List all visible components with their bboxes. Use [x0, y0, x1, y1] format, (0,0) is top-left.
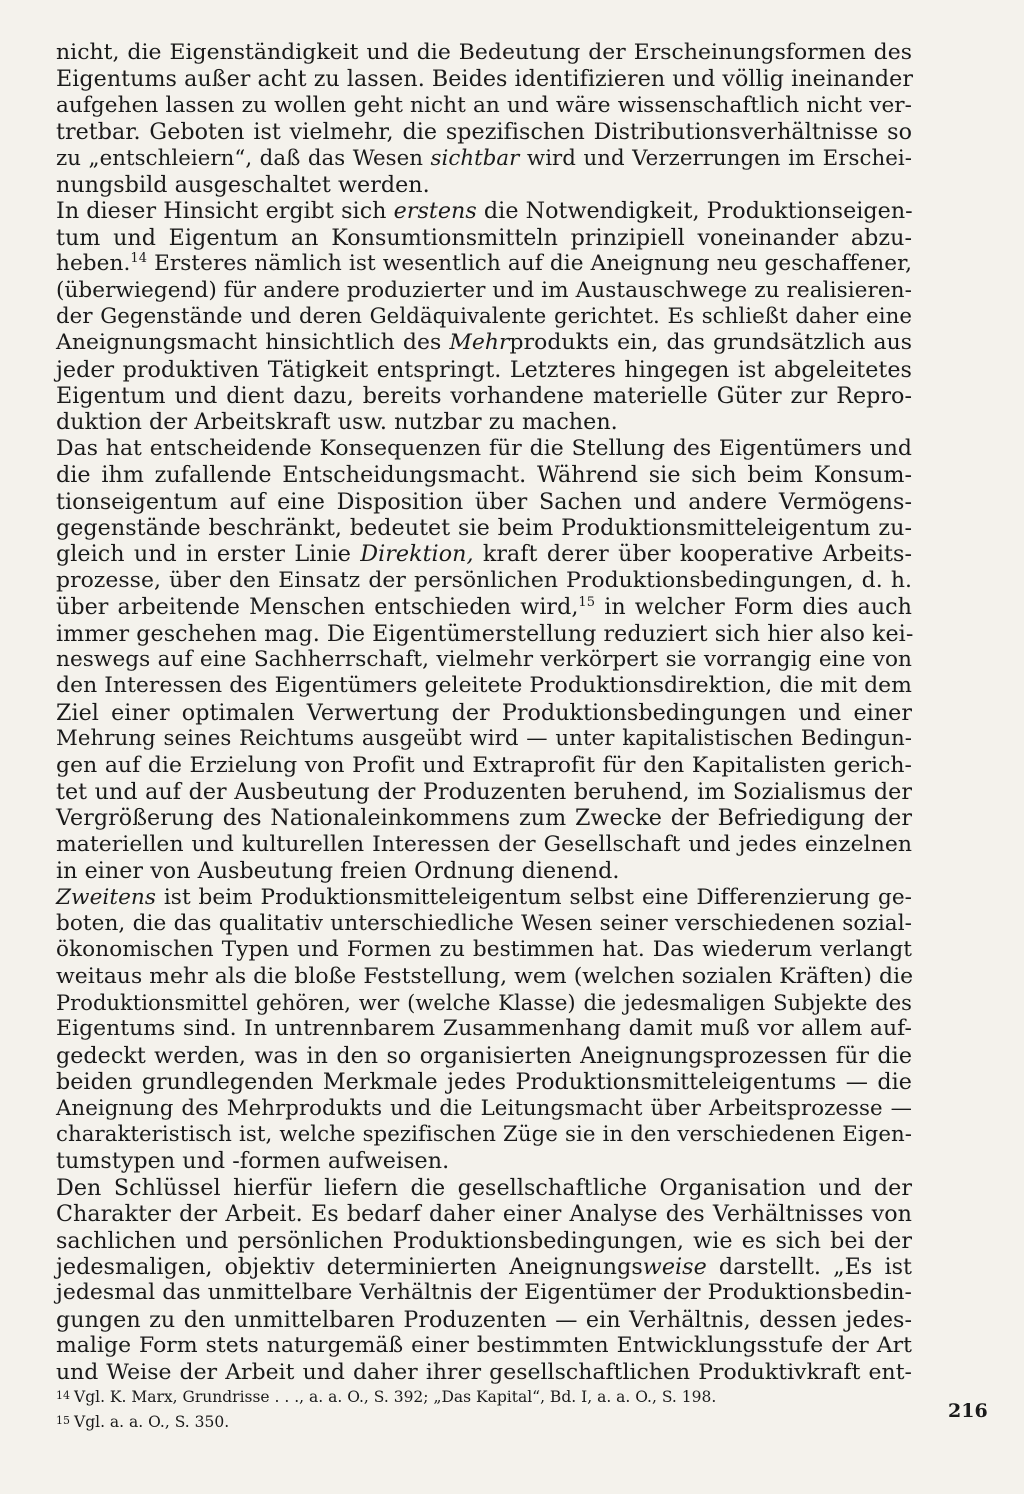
text-line: [56, 1096, 912, 1122]
text-segment: Das hat entscheidende Konsequenzen für die Stellung des Eigentümers und: [56, 435, 912, 461]
text-segment: gen auf die Erzielung von Profit und Extraprofit für den Kapitalisten gerich-: [56, 752, 912, 778]
text-segment: wird und Verzerrungen im Erschei-: [519, 145, 912, 171]
text-line: [56, 673, 912, 699]
text-line: [56, 436, 912, 462]
text-line: [56, 1307, 912, 1333]
text-line: [56, 1016, 912, 1042]
emphasis-text: Zweitens: [56, 884, 157, 910]
text-line: [56, 1201, 912, 1227]
text-line: [56, 1254, 912, 1280]
text-segment: ist beim Produktionsmitteleigentum selbst eine Differenzierung ge-: [156, 884, 912, 910]
text-segment: produkts ein, das grundsätzlich aus: [509, 330, 912, 356]
emphasis-text: erstens: [393, 198, 477, 225]
text-segment: über arbeitende Menschen entschieden wird,: [56, 594, 579, 621]
text-line: [56, 885, 912, 911]
text-segment: jedesmal das unmittelbare Verhältnis der Eigentümer der Produktionsbedin-: [56, 1280, 912, 1306]
text-segment: nungsbild ausgeschaltet werden.: [56, 171, 430, 198]
text-line: [56, 832, 912, 858]
text-segment: aufgehen lassen zu wollen geht nicht an und wäre wissenschaftlich nicht ver-: [56, 92, 912, 118]
text-segment: beiden grundlegenden Merkmale jedes Produktionsmitteleigentums — die: [56, 1069, 912, 1096]
text-segment: die ihm zufallende Entscheidungsmacht. Während sie sich beim Konsum-: [56, 462, 912, 489]
text-segment: Aneignungsmacht hinsichtlich des: [56, 330, 450, 356]
footnote: [56, 1409, 896, 1434]
text-segment: immer geschehen mag. Die Eigentümerstellung reduziert sich hier also kei-: [56, 620, 914, 647]
text-segment: boten, die das qualitativ unterschiedliche Wesen seiner verschiedenen sozial-: [56, 910, 912, 936]
text-segment: heben.: [56, 251, 131, 277]
text-line: [56, 198, 912, 224]
text-segment: Vergrößerung des Nationaleinkommens zum Zwecke der Befriedigung der: [56, 805, 912, 832]
text-line: [56, 1175, 912, 1201]
text-line: [56, 753, 912, 779]
text-line: [56, 964, 912, 990]
text-segment: duktion der Arbeitskraft usw. nutzbar zu machen.: [56, 409, 618, 436]
text-line: [56, 278, 912, 304]
text-segment: jeder produktiven Tätigkeit entspringt. Letzteres hingegen ist abgeleitetes: [56, 356, 912, 383]
text-segment: tretbar. Geboten ist vielmehr, die spezifischen Distributionsverhältnisse so: [56, 119, 912, 146]
text-line: [56, 621, 912, 647]
text-line: [56, 489, 912, 515]
text-segment: In dieser Hinsicht ergibt sich: [56, 198, 394, 225]
text-line: [56, 805, 912, 831]
emphasis-text: weise: [642, 1253, 707, 1280]
text-line: [56, 937, 912, 963]
text-segment: gungen zu den unmittelbaren Produzenten — ein Verhältnis, dessen jedes-: [56, 1306, 912, 1333]
text-line: [56, 568, 912, 594]
text-line: [56, 1122, 912, 1148]
text-segment: sachlichen und persönlichen Produktionsbedingungen, wie es sich bei der: [56, 1227, 912, 1254]
text-segment: jedesmaligen, objektiv determinierten Aneignungs: [56, 1253, 643, 1280]
text-segment: Mehrung seines Reichtums ausgeübt wird — unter kapitalistischen Bedingun-: [56, 726, 912, 752]
text-line: [56, 1043, 912, 1069]
text-segment: Ziel einer optimalen Verwertung der Produktionsbedingungen und einer: [56, 699, 912, 726]
text-segment: die Notwendigkeit, Produktionseigen-: [476, 198, 913, 225]
footnote-number: 14: [56, 1389, 70, 1402]
text-segment: Eigentums außer acht zu lassen. Beides identifizieren und völlig ineinander: [56, 66, 914, 93]
text-line: [56, 251, 912, 277]
text-line: [56, 990, 912, 1016]
text-segment: zu „entschleiern“, daß das Wesen: [56, 145, 431, 171]
text-segment: gedeckt werden, was in den so organisierten Aneignungsprozessen für die: [56, 1042, 912, 1069]
page-number: 216: [948, 1400, 988, 1422]
text-line: [56, 330, 912, 356]
text-segment: materiellen und kulturellen Interessen der Gesellschaft und jedes einzelnen: [56, 831, 912, 857]
text-line: [56, 93, 912, 119]
footnotes: [56, 1384, 896, 1434]
text-line: [56, 119, 912, 145]
text-line: [56, 1228, 912, 1254]
emphasis-text: Mehr: [449, 330, 510, 356]
text-line: [56, 225, 912, 251]
text-segment: nicht, die Eigenständigkeit und die Bedeutung der Erscheinungsformen des: [56, 40, 912, 65]
text-line: [56, 594, 912, 620]
text-line: [56, 304, 912, 330]
text-segment: Eigentum und dient dazu, bereits vorhandene materielle Güter zur Repro-: [56, 383, 912, 410]
text-line: [56, 541, 912, 567]
footnote-reference[interactable]: 14: [130, 251, 148, 267]
text-segment: und Weise der Arbeit und daher ihrer gesellschaftlichen Produktivkraft ent-: [56, 1359, 912, 1385]
text-segment: malige Form stets naturgemäß einer bestimmten Entwicklungsstufe der Art: [56, 1333, 912, 1359]
text-segment: Aneignung des Mehrprodukts und die Leitungsmacht über Arbeitsprozesse —: [56, 1095, 912, 1121]
text-segment: tumstypen und -formen aufweisen.: [56, 1148, 450, 1175]
text-line: [56, 146, 912, 172]
text-segment: charakteristisch ist, welche spezifischen Züge sie in den verschiedenen Eigen-: [56, 1122, 912, 1148]
footnote: [56, 1384, 896, 1409]
text-segment: Produktionsmittel gehören, wer (welche Klasse) die jedesmaligen Subjekte des: [56, 991, 912, 1016]
text-segment: darstellt. „Es ist: [706, 1253, 912, 1280]
text-segment: in welcher Form dies auch: [595, 594, 912, 621]
text-segment: kraft derer über kooperative Arbeits-: [473, 541, 912, 568]
text-line: [56, 357, 912, 383]
footnote-reference[interactable]: 15: [578, 595, 596, 611]
text-line: [56, 700, 912, 726]
text-segment: gegenstände beschränkt, bedeutet sie beim Produktionsmitteleigentum zu-: [56, 515, 912, 542]
text-segment: neswegs auf eine Sachherrschaft, vielmehr verkörpert sie vorrangig eine von: [56, 646, 912, 672]
footnote-number: 15: [56, 1414, 70, 1427]
text-line: [56, 1333, 912, 1359]
text-segment: (überwiegend) für andere produzierter und im Austauschwege zu realisieren-: [56, 277, 912, 303]
text-segment: tet und auf der Ausbeutung der Produzenten beruhend, im Sozialismus der: [56, 778, 912, 805]
text-segment: prozesse, über den Einsatz der persönlichen Produktionsbedingungen, d. h.: [56, 567, 912, 593]
text-segment: den Interessen des Eigentümers geleitete Produktionsdirektion, die mit dem: [56, 673, 912, 699]
text-line: [56, 647, 912, 673]
emphasis-text: Direktion,: [360, 541, 474, 568]
footnote-text: Vgl. K. Marx, Grundrisse . . ., a. a. O., S. 392; „Das Kapital“, Bd. I, a. a. O., S. 198.: [74, 1388, 717, 1406]
text-segment: der Gegenstände und deren Geldäquivalente gerichtet. Es schließt daher eine: [56, 303, 912, 329]
text-segment: weitaus mehr als die bloße Feststellung, wem (welchen sozialen Kräften) die: [56, 963, 914, 989]
text-segment: ökonomischen Typen und Formen zu bestimmen hat. Das wiederum verlangt: [56, 937, 912, 963]
text-line: [56, 1069, 912, 1095]
text-line: [56, 172, 912, 198]
text-line: [56, 383, 912, 409]
text-segment: Den Schlüssel hierfür liefern die gesellschaftliche Organisation und der: [56, 1174, 912, 1201]
text-segment: Eigentums sind. In untrennbarem Zusammenhang damit muß vor allem auf-: [56, 1016, 912, 1042]
text-line: [56, 779, 912, 805]
text-line: [56, 66, 912, 92]
text-line: [56, 40, 912, 66]
text-line: [56, 1360, 912, 1386]
text-line: [56, 1148, 912, 1174]
text-line: [56, 409, 912, 435]
text-line: [56, 911, 912, 937]
text-segment: in einer von Ausbeutung freien Ordnung dienend.: [56, 858, 620, 885]
text-line: [56, 1280, 912, 1306]
text-line: [56, 858, 912, 884]
text-segment: Charakter der Arbeit. Es bedarf daher einer Analyse des Verhältnisses von: [56, 1201, 912, 1228]
text-line: [56, 462, 912, 488]
body-text: [56, 40, 912, 1386]
text-segment: tum und Eigentum an Konsumtionsmitteln prinzipiell voneinander abzu-: [56, 224, 912, 251]
text-segment: tionseigentum auf eine Disposition über Sachen und andere Vermögens-: [56, 488, 912, 515]
text-line: [56, 515, 912, 541]
emphasis-text: sichtbar: [430, 145, 520, 171]
text-segment: Ersteres nämlich ist wesentlich auf die Aneignung neu geschaffener,: [147, 251, 912, 277]
text-line: [56, 726, 912, 752]
text-segment: gleich und in erster Linie: [56, 541, 361, 568]
footnote-text: Vgl. a. a. O., S. 350.: [74, 1413, 230, 1431]
